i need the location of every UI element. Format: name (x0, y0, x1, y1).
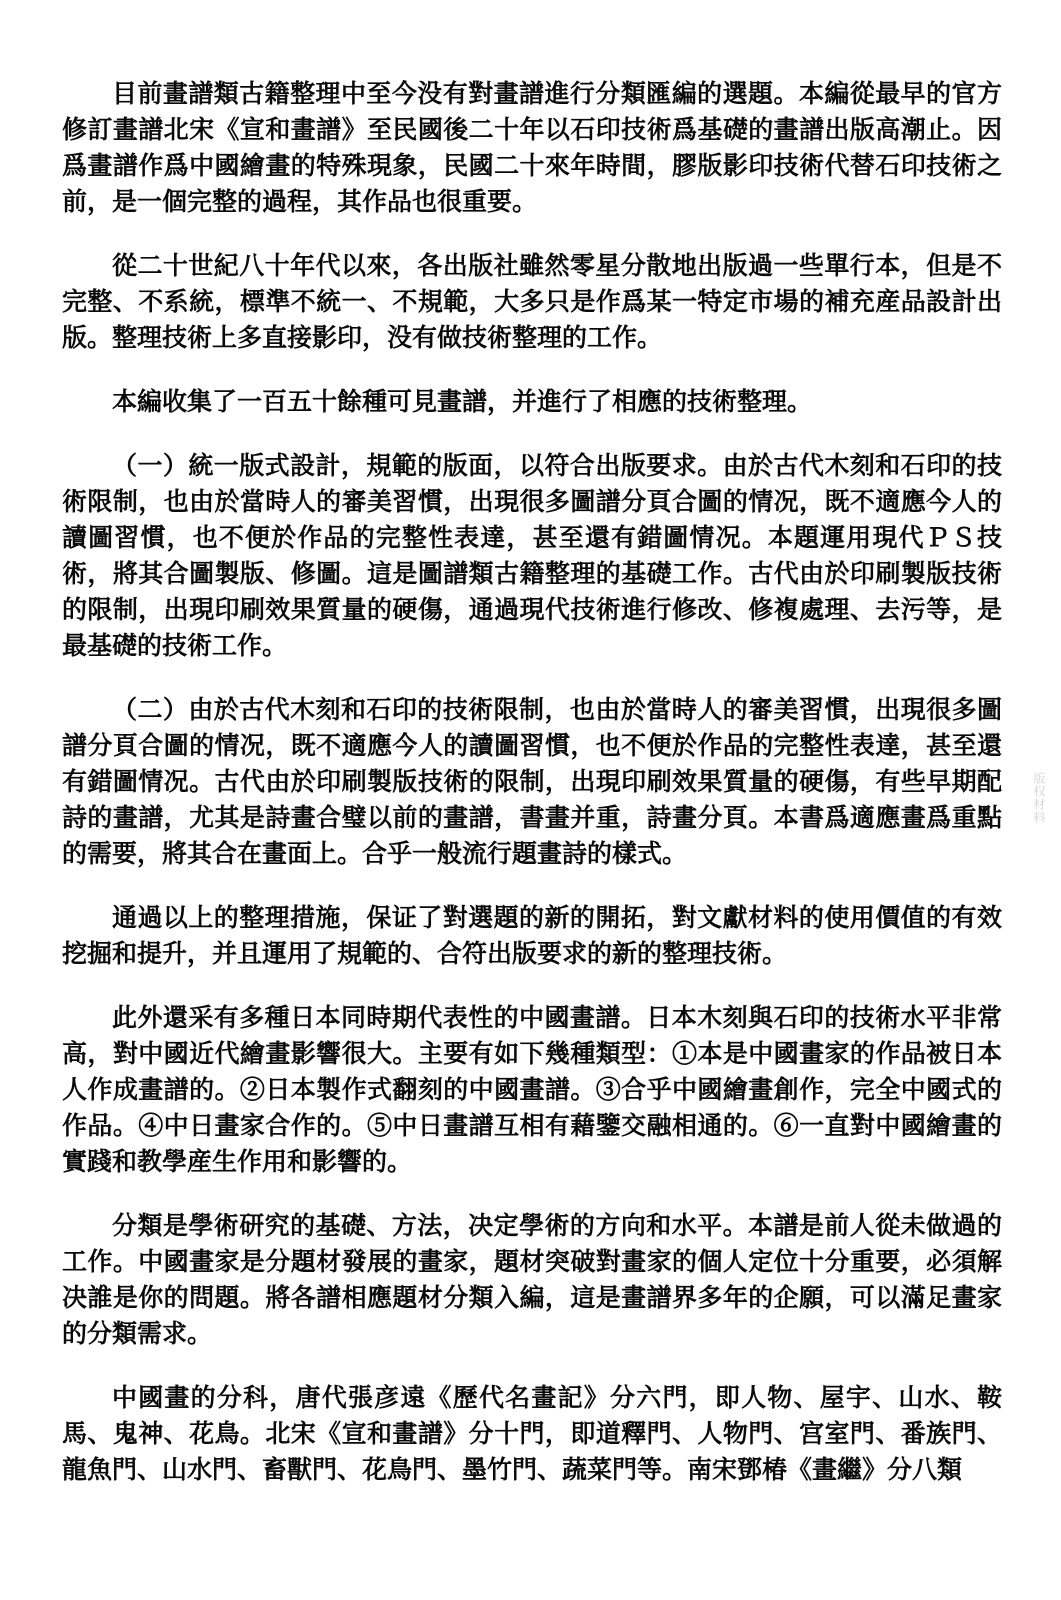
paragraph: （一）統一版式設計，規範的版面，以符合出版要求。由於古代木刻和石印的技術限制，也由於當時人的審美習慣，出現很多圖譜分頁合圖的情况，既不適應今人的讀圖習慣，也不便於作品的完整性表達，甚至還有錯圖情况。本題運用現代ＰＳ技術，將其合圖製版、修圖。這是圖譜類古籍整理的基礎工作。古代由於印刷製版技術的限制，出現印刷效果質量的硬傷，通過現代技術進行修改、修複處理、去污等，是最基礎的技術工作。 (62, 452, 1002, 660)
paragraph: 目前畫譜類古籍整理中至今没有對畫譜進行分類匯編的選題。本編從最早的官方修訂畫譜北宋《宣和畫譜》至民國後二十年以石印技術爲基礎的畫譜出版高潮止。因爲畫譜作爲中國繪畫的特殊現象，民國二十來年時間，膠版影印技術代替石印技術之前，是一個完整的過程，其作品也很重要。 (62, 80, 1002, 216)
text-block (62, 76, 1002, 1488)
paragraph: 從二十世紀八十年代以來，各出版社雖然零星分散地出版過一些單行本，但是不完整、不系統，標準不統一、不規範，大多只是作爲某一特定市場的補充産品設計出版。整理技術上多直接影印，没有做技術整理的工作。 (62, 252, 1002, 352)
watermark-text: 版权材料 (1032, 772, 1046, 824)
paragraph: 通過以上的整理措施，保证了對選題的新的開拓，對文獻材料的使用價值的有效挖掘和提升，并且運用了規範的、合符出版要求的新的整理技術。 (62, 904, 1002, 968)
paragraph: 分類是學術研究的基礎、方法，决定學術的方向和水平。本譜是前人從未做過的工作。中國畫家是分題材發展的畫家，題材突破對畫家的個人定位十分重要，必須解决誰是你的問題。將各譜相應題材分類入編，這是畫譜界多年的企願，可以滿足畫家的分類需求。 (62, 1212, 1002, 1348)
paragraph: 本編收集了一百五十餘種可見畫譜，并進行了相應的技術整理。 (112, 388, 813, 416)
paragraph: 中國畫的分科，唐代張彦遠《歷代名畫記》分六門，即人物、屋宇、山水、鞍馬、鬼神、花鳥。北宋《宣和畫譜》分十門，即道釋門、人物門、宫室門、番族門、龍魚門、山水門、畜獸門、花鳥門、墨竹門、蔬菜門等。南宋鄧椿《畫繼》分八類 (62, 1384, 1002, 1484)
paragraph: （二）由於古代木刻和石印的技術限制，也由於當時人的審美習慣，出現很多圖譜分頁合圖的情况，既不適應今人的讀圖習慣，也不便於作品的完整性表達，甚至還有錯圖情况。古代由於印刷製版技術的限制，出現印刷效果質量的硬傷，有些早期配詩的畫譜，尤其是詩畫合璧以前的畫譜，書畫并重，詩畫分頁。本書爲適應畫爲重點的需要，將其合在畫面上。合乎一般流行題畫詩的樣式。 (62, 696, 1002, 868)
paragraph: 此外還采有多種日本同時期代表性的中國畫譜。日本木刻與石印的技術水平非常高，對中國近代繪畫影響很大。主要有如下幾種類型：①本是中國畫家的作品被日本人作成畫譜的。②日本製作式翻刻的中國畫譜。③合乎中國繪畫創作，完全中國式的作品。④中日畫家合作的。⑤中日畫譜互相有藉鑒交融相通的。⑥一直對中國繪畫的實踐和教學産生作用和影響的。 (62, 1004, 1002, 1176)
